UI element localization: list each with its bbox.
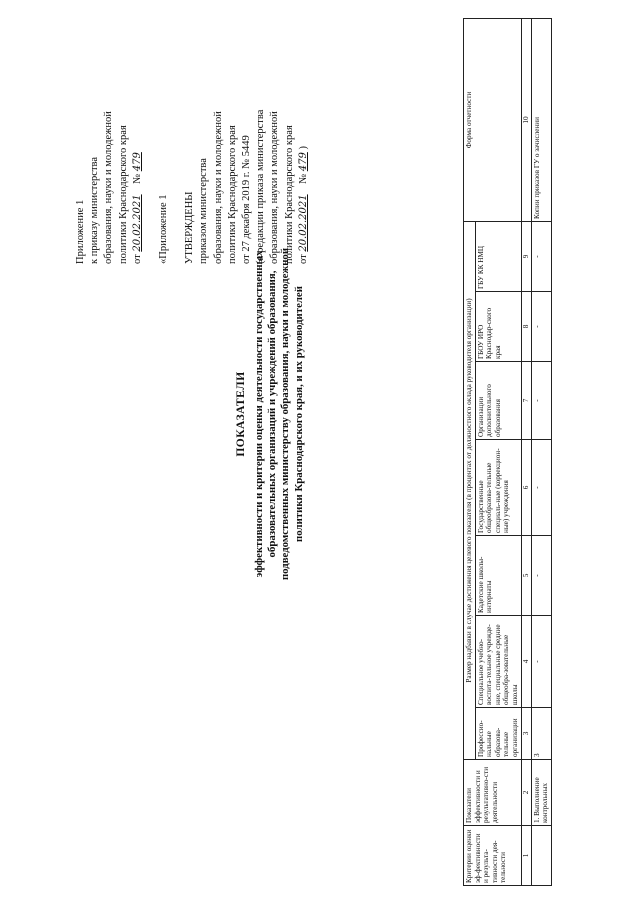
value-cell: -	[531, 616, 551, 708]
value-cell: -	[531, 362, 551, 440]
table-row	[531, 18, 551, 885]
column-number: 8	[521, 292, 531, 362]
criteria-cell	[531, 826, 551, 886]
subheader-cell: Организации дополнительного образования	[475, 362, 521, 440]
document-heading	[235, 194, 306, 634]
appendix-line: к приказу министерства	[89, 156, 101, 264]
report-form-cell: Копии приказов ГУ о зачислении	[531, 18, 551, 221]
handwritten-number: 479	[297, 152, 309, 172]
document-title: ПОКАЗАТЕЛИ	[235, 371, 247, 457]
number-prefix: №	[297, 173, 309, 184]
subheader-cell: Государственные общеобразова-тельные специаль-ные (коррекцион-ные) учреждения	[475, 440, 521, 536]
subheader-cell: ГБОУ ИРО Краснодар-ского края	[475, 292, 521, 362]
appendix-quote: «Приложение 1	[158, 194, 170, 264]
appendix-date-line	[131, 14, 145, 264]
appendix-line: образования, науки и молодежной	[103, 111, 115, 264]
column-number: 2	[521, 760, 531, 826]
approved-line: образования, науки и молодежной	[269, 111, 281, 264]
heading-line: образовательных организаций и учреждений образования,	[266, 270, 279, 558]
column-number: 1	[521, 826, 531, 886]
column-number: 7	[521, 362, 531, 440]
handwritten-date: 20.02.2021	[297, 194, 309, 252]
approved-line: (в редакции приказа министерства	[255, 109, 267, 264]
column-number: 9	[521, 221, 531, 291]
approved-title: УТВЕРЖДЕНЫ	[184, 191, 196, 264]
column-number: 10	[521, 18, 531, 221]
heading-line: политики Краснодарского края, и их руководителей	[292, 286, 305, 542]
approved-line: приказом министерства	[198, 158, 210, 264]
table-header-row	[464, 18, 476, 885]
subheader-cell: Профессио-нальные образова-тельные организации	[475, 708, 521, 760]
value-cell: -	[531, 440, 551, 536]
number-prefix: №	[131, 173, 143, 184]
approved-line: политики Краснодарского края	[226, 125, 238, 264]
header-report-form: Форма отчетности	[464, 18, 522, 221]
header-criteria: Критерии оценки эф-фективности и результа-тивности дея-тельности	[464, 826, 522, 886]
appendix-line: Приложение 1	[75, 199, 86, 264]
value-cell: -	[531, 536, 551, 616]
heading-line: эффективности и критерии оценки деятельности государственных	[253, 250, 265, 578]
subheader-cell: Кадетские школы-интернаты	[475, 536, 521, 616]
header-indicators: Показатели эффективности и результативно-сти деятельности	[464, 760, 522, 826]
column-number: 6	[521, 440, 531, 536]
from-prefix: от	[131, 254, 143, 264]
approved-line: образования, науки и молодежной	[212, 111, 224, 264]
column-number-row	[521, 18, 531, 885]
from-prefix: от	[297, 254, 309, 264]
subheader-cell: ГБУ КК НМЦ	[475, 221, 521, 291]
closing-paren: )	[297, 146, 309, 150]
handwritten-number: 479	[131, 152, 143, 172]
header-bonus: Размер надбавки в случае достижения целевого показателя (в процентах от должностного оклада руководителя организации)	[464, 221, 476, 759]
value-cell: -	[531, 292, 551, 362]
column-number: 4	[521, 616, 531, 708]
column-number: 5	[521, 536, 531, 616]
column-number: 3	[521, 708, 531, 760]
indicators-table	[463, 18, 552, 886]
value-cell: -	[531, 221, 551, 291]
approved-line: от 27 декабря 2019 г. № 5449	[241, 135, 253, 264]
value-cell: 3	[531, 708, 551, 760]
heading-line: подведомственных министерству образования, науки и молодежной	[279, 247, 292, 581]
handwritten-date: 20.02.2021	[131, 194, 143, 252]
subheader-cell: Специальное учебно-воспита-тельное учрежде-ние, специальные средние общеобра-зовательные школы	[475, 616, 521, 708]
approved-line: политики Краснодарского края	[283, 125, 295, 264]
indicator-cell: 1. Выполнение контрольных	[531, 760, 551, 826]
appendix-line: политики Краснодарского края	[117, 125, 129, 264]
